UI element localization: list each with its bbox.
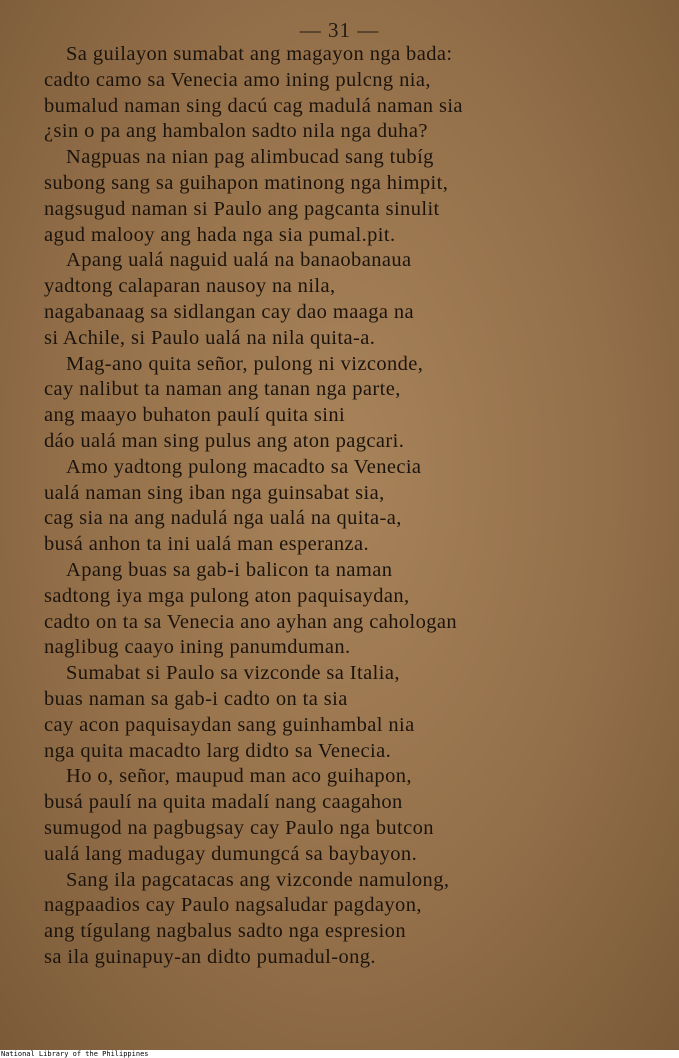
text-line: Amo yadtong pulong macadto sa Venecia: [66, 455, 422, 478]
text-line: sumugod na pagbugsay cay Paulo nga butcon: [44, 816, 434, 839]
text-line: Apang buas sa gab-i balicon ta naman: [66, 558, 393, 581]
text-line: nagabanaag sa sidlangan cay dao maaga na: [44, 300, 415, 323]
text-line: ualá naman sing iban nga guinsabat sia,: [44, 481, 385, 504]
text-line: dáo ualá man sing pulus ang aton pagcari.: [44, 429, 405, 452]
text-line: agud malooy ang hada nga sia pumal.pit.: [44, 223, 396, 246]
text-line: cadto on ta sa Venecia ano ayhan ang cahologan: [44, 610, 458, 633]
text-line: buas naman sa gab-i cadto on ta sia: [44, 687, 348, 710]
text-line: nagsugud naman si Paulo ang pagcanta sinulit: [44, 197, 440, 220]
text-line: si Achile, si Paulo ualá na nila quita-a.: [44, 326, 376, 349]
page-number: — 31 —: [299, 18, 380, 42]
text-line: Sa guilayon sumabat ang magayon nga bada:: [66, 43, 453, 65]
text-line: ang maayo buhaton paulí quita sini: [44, 404, 346, 427]
text-line: cay nalibut ta naman ang tanan nga parte,: [44, 378, 401, 401]
text-line: ¿sin o pa ang hambalon sadto nila nga duha?: [44, 120, 428, 143]
text-line: Sang ila pagcatacas ang vizconde namulong,: [66, 868, 450, 891]
poem-text: [44, 42, 564, 971]
text-line: cay acon paquisaydan sang guinhambal nia: [44, 713, 415, 736]
text-line: busá anhon ta ini ualá man esperanza.: [44, 533, 370, 556]
text-line: Sumabat si Paulo sa vizconde sa Italia,: [66, 662, 400, 685]
text-line: busá paulí na quita madalí nang caagahon: [44, 791, 403, 814]
text-line: nagpaadios cay Paulo nagsaludar pagdayon,: [44, 894, 422, 917]
text-line: naglibug caayo ining panumduman.: [44, 636, 351, 659]
text-line: bumalud naman sing dacú cag madulá naman sia: [44, 94, 463, 117]
text-line: cadto camo sa Venecia amo ining pulcng nia,: [44, 68, 431, 91]
text-line: Apang ualá naguid ualá na banaobanaua: [66, 249, 412, 272]
text-line: ualá lang madugay dumungcá sa baybayon.: [44, 842, 418, 865]
text-line: subong sang sa guihapon matinong nga himpit,: [44, 171, 449, 194]
text-line: sa ila guinapuy-an didto pumadul-ong.: [44, 945, 376, 968]
text-line: Ho o, señor, maupud man aco guihapon,: [66, 765, 412, 788]
text-line: sadtong iya mga pulong aton paquisaydan,: [44, 584, 410, 607]
text-line: cag sia na ang nadulá nga ualá na quita-a,: [44, 507, 402, 530]
library-credit: National Library of the Philippines: [1, 1050, 149, 1058]
text-line: ang tígulang nagbalus sadto nga espresion: [44, 920, 406, 943]
text-line: yadtong calaparan nausoy na nila,: [44, 275, 336, 298]
text-line: Nagpuas na nian pag alimbucad sang tubíg: [66, 146, 434, 169]
text-line: Mag-ano quita señor, pulong ni vizconde,: [66, 352, 424, 375]
text-line: nga quita macadto larg didto sa Venecia.: [44, 739, 392, 762]
